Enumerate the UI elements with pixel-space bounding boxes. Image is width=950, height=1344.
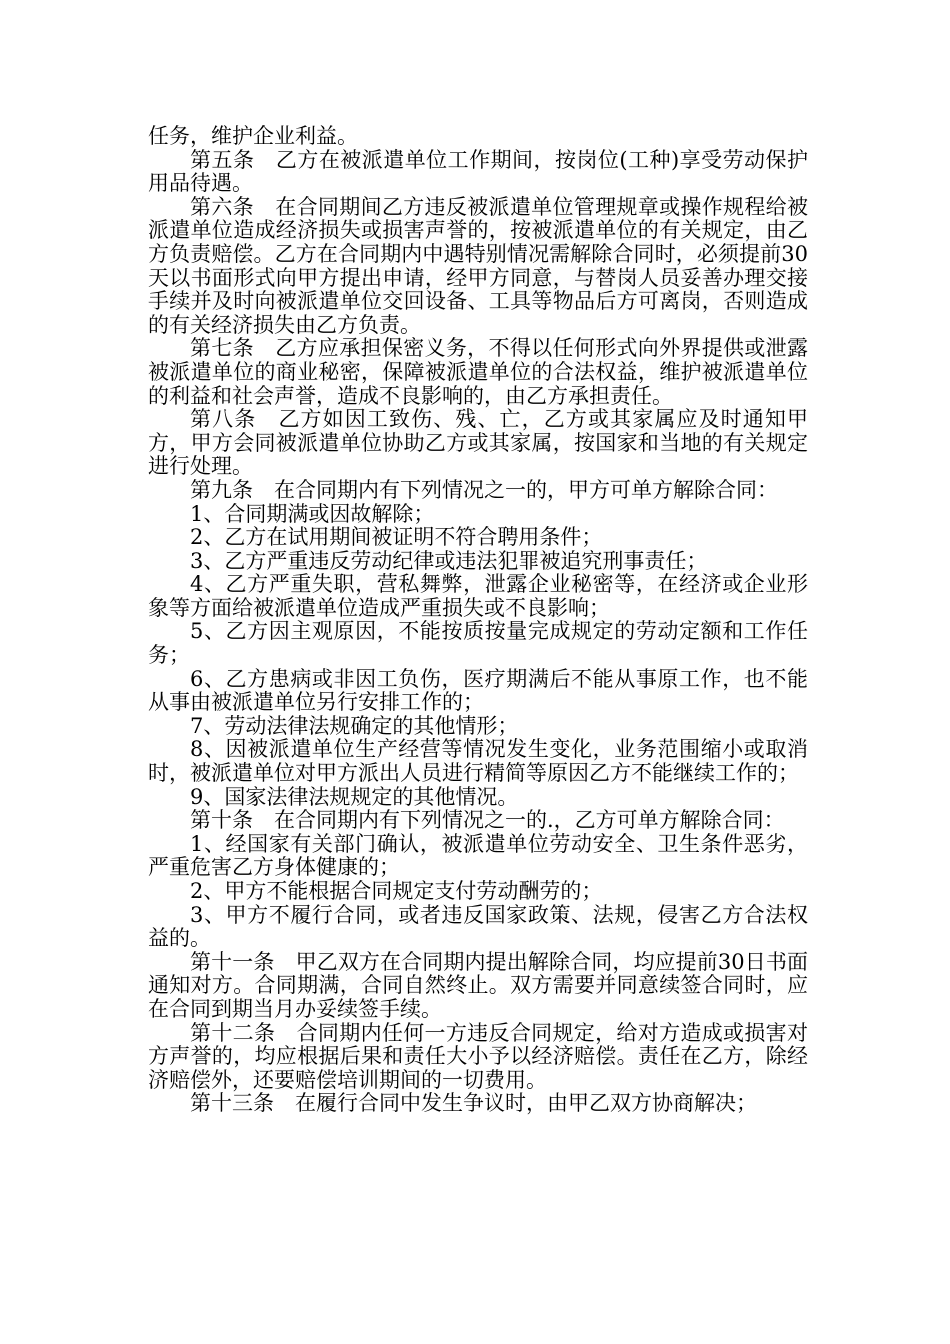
article-9-item-9: 9、国家法律法规规定的其他情况。 [190,784,519,809]
article-6: 第六条 在合同期间乙方违反被派遣单位管理规章或操作规程给被派遣单位造成经济损失或损害声誉的，按被派遣单位的有关规定，由乙方负责赔偿。乙方在合同期内中遇特别情况需解除合同时，必须提前30天以书面形式向甲方提出申请，经甲方同意，与替岗人员妥善办理交接手续并及时向被派遣单位交回设备、工具等物品后方可离岗，否则造成的有关经济损失由乙方负责。 [148,194,808,337]
article-8: 第八条 乙方如因工致伤、残、亡，乙方或其家属应及时通知甲方，甲方会同被派遣单位协助乙方或其家属，按国家和当地的有关规定进行处理。 [148,407,808,479]
article-9-item-7: 7、劳动法律法规确定的其他情形； [190,713,519,738]
paragraph-continuation: 任务，维护企业利益。 [148,124,358,148]
article-9-item-3: 3、乙方严重违反劳动纪律或违法犯罪被追究刑事责任； [190,548,708,573]
article-10-item-2: 2、甲方不能根据合同规定支付劳动酬劳的； [190,879,603,903]
article-11: 第十一条 甲乙双方在合同期内提出解除合同，均应提前30日书面通知对方。合同期满，合同自然终止。双方需要并同意续签合同时，应在合同到期当月办妥续签手续。 [148,949,808,1021]
article-12: 第十二条 合同期内任何一方违反合同规定，给对方造成或损害对方声誉的，均应根据后果和责任大小予以经济赔偿。责任在乙方，除经济赔偿外，还要赔偿培训期间的一切费用。 [148,1020,808,1092]
article-9-item-5: 5、乙方因主观原因，不能按质按量完成规定的劳动定额和工作任务； [148,619,808,668]
article-9-item-6: 6、乙方患病或非因工负伤，医疗期满后不能从事原工作，也不能从事由被派遣单位另行安排工作的； [148,666,808,715]
article-9: 第九条 在合同期内有下列情况之一的，甲方可单方解除合同： [190,477,778,502]
article-7: 第七条 乙方应承担保密义务，不得以任何形式向外界提供或泄露被派遣单位的商业秘密，保障被派遣单位的合法权益，维护被派遣单位的利益和社会声誉，造成不良影响的，由乙方承担责任。 [148,336,808,408]
article-10-item-1: 1、经国家有关部门确认，被派遣单位劳动安全、卫生条件恶劣，严重危害乙方身体健康的； [148,831,808,880]
article-9-item-2: 2、乙方在试用期间被证明不符合聘用条件； [190,525,603,550]
article-10-item-3: 3、甲方不履行合同，或者违反国家政策、法规，侵害乙方合法权益的。 [148,902,808,951]
article-9-item-1: 1、合同期满或因故解除； [190,501,435,526]
article-9-item-4: 4、乙方严重失职，营私舞弊，泄露企业秘密等，在经济或企业形象等方面给被派遣单位造成严重损失或不良影响； [148,572,808,620]
article-5: 第五条 乙方在被派遣单位工作期间，按岗位(工种)享受劳动保护用品待遇。 [148,147,808,196]
article-10: 第十条 在合同期内有下列情况之一的.，乙方可单方解除合同： [190,808,785,833]
document-body [148,125,808,1116]
article-9-item-8: 8、因被派遣单位生产经营等情况发生变化，业务范围缩小或取消时，被派遣单位对甲方派出人员进行精简等原因乙方不能继续工作的； [148,737,808,786]
article-13: 第十三条 在履行合同中发生争议时，由甲乙双方协商解决； [190,1091,757,1116]
